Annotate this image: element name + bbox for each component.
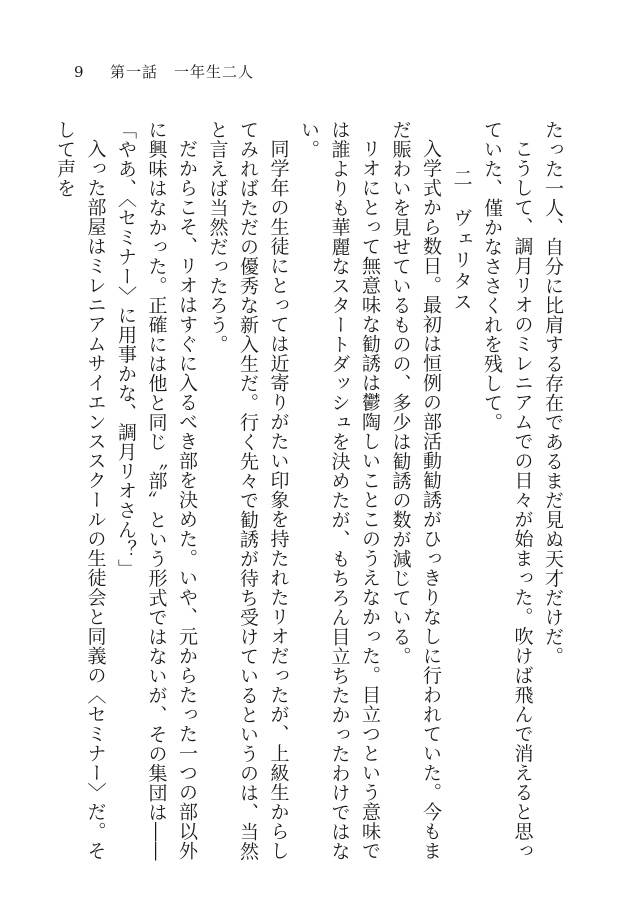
paragraph-2: こうして、調月リオのミレニアムでの日々が始まった。吹けば飛んで消えると思っていた、僅かなささくれを残して。	[481, 120, 534, 861]
novel-body-text	[54, 120, 568, 865]
paragraph-6: だからこそ、リオはすぐに入るべき部を決めた。いや、元からたった一つの部以外に興味はなかった。正確には他と同じ〝部〟という形式ではないが、その集団は――	[145, 120, 198, 861]
section-heading	[446, 120, 477, 865]
paragraph-8: 入った部屋はミレニアムサイエンススクールの生徒会と同義の〈セミナー〉だ。そして声を	[54, 120, 107, 861]
running-header	[0, 62, 642, 82]
paragraph-5: 同学年の生徒にとっては近寄りがたい印象を持たれたリオだったが、上級生からしてみればただの優秀な新入生だ。行く先々で勧誘が待ち受けているというのは、当然と言えば当然だったろう。	[206, 120, 290, 861]
dialogue-line: 「やあ、〈セミナー〉に用事かな、調月リオさん？」	[115, 120, 137, 579]
section-number: 二	[450, 167, 473, 189]
page-number: 9	[74, 63, 84, 81]
paragraph-3: 入学式から数日。最初は恒例の部活動勧誘がひっきりなしに行われていた。今もまだ賑わいを見せているものの、多少は勧誘の数が減じている。	[389, 120, 442, 861]
chapter-title: 第一話 一年生二人	[110, 63, 255, 81]
section-title: ヴェリタス	[450, 207, 473, 313]
paragraph-1: たった一人、自分に比肩する存在であるまだ見ぬ天才だけだ。	[542, 120, 564, 666]
paragraph-4: リオにとって無意味な勧誘は鬱陶しいことこのうえなかった。目立つという意味では誰よりも華麗なスタートダッシュを決めたが、もちろん目立ちたかったわけではない。	[298, 120, 381, 861]
